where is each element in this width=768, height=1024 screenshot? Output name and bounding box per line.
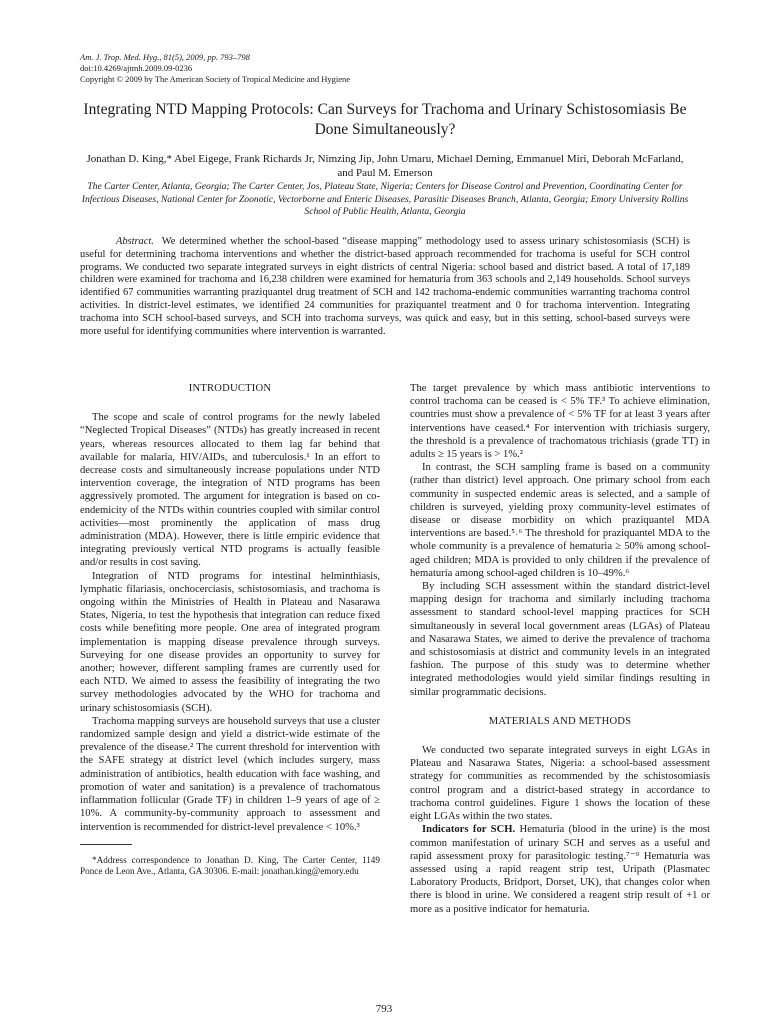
- paragraph: The target prevalence by which mass antibiotic interventions to control trachoma can be ceased is < 5% TF.³ To achieve elimination, countries must show a prevalence of < 5% TF for at least 3 years after interventions have ceased.⁴ For intervention with trichiasis surgery, the threshold is a prevalence of trachomatous trichiasis (grade TT) in adults ≥ 15 years is > 1%.²: [410, 383, 710, 461]
- paper-title: Integrating NTD Mapping Protocols: Can Surveys for Trachoma and Urinary Schistosomiasis Be Done Simultaneously?: [83, 101, 687, 138]
- abstract-text: We determined whether the school-based “disease mapping” methodology used to assess urinary schistosomiasis (SCH) is useful for determining trachoma interventions and whether the district-based approach recommended for trachoma is useful for SCH control programs. We conducted two separate integrated surveys in eight districts of central Nigeria: school based and district based. A total of 17,189 children were examined for trachoma and 16,238 children were examined for hematuria from 363 schools and 2,149 households. School surveys identified 67 communities warranting praziquantel drug treatment of SCH and 142 trachoma-endemic communities warranting trachoma control activities. In district-level estimates, we identified 24 communities for praziquantel treatment and 0 for trachoma intervention. Integrating trachoma into SCH school-based surveys, and SCH into trachoma surveys, was quick and easy, but in this setting, school-based surveys were more useful for identifying communities where intervention is warranted.: [80, 236, 690, 337]
- paragraph: By including SCH assessment within the standard district-level mapping design for trachoma and similarly including trachoma assessment to standard school-level mapping practices for SCH simultaneously in several local government areas (LGAs) of Plateau and Nasarawa States, we aimed to derive the prevalence of trachoma and schistosomiasis at district and community levels in an integrated fashion. The purpose of this study was to determine whether integrated methodologies would yield similar findings resulting in similar programmatic decisions.: [410, 581, 710, 698]
- author-list: Jonathan D. King,* Abel Eigege, Frank Richards Jr, Nimzing Jip, John Umaru, Michael Deming, Emmanuel Miri, Deborah McFarland, and Paul M. Emerson: [86, 153, 684, 179]
- paragraph: In contrast, the SCH sampling frame is based on a community (rather than district) level approach. One primary school from each community in suspected endemic areas is selected, and a sample of children is surveyed, yielding proxy community-level estimates of disease or disease morbidity on which praziquantel MDA interventions are based.⁵˒⁶ The threshold for praziquantel MDA to the whole community is a prevalence of hematuria ≥ 50% among school-aged children; MDA is provided to only children if the prevalence of hematuria among school-aged children is 10–49%.⁶: [410, 462, 710, 579]
- journal-meta: [80, 52, 350, 85]
- affiliations: The Carter Center, Atlanta, Georgia; The Carter Center, Jos, Plateau State, Nigeria; Centers for Disease Control and Prevention, Coordinating Center for Infectious Diseases, National Center for Zoonotic, Vectorborne and Enteric Diseases, Parasitic Diseases Branch, Atlanta, Georgia; Emory University Rollins School of Public Health, Atlanta, Georgia: [81, 181, 689, 217]
- paragraph: [410, 823, 710, 915]
- abstract-label: Abstract.: [116, 236, 154, 247]
- footnote-divider: [80, 844, 132, 845]
- paragraph: The scope and scale of control programs for the newly labeled “Neglected Tropical Diseases” (NTDs) has greatly increased in recent years, whereas resources allocated to them lag far behind that available for malaria, HIV/AIDs, and tuberculosis.¹ In an effort to decrease costs and simultaneously increase populations under NTD intervention coverage, the integration of NTD programs has been aggressively promoted. The argument for integration is based on co-endemicity of the NTDs within countries coupled with similar control activities—most prominently the application of mass drug administration (MDA). However, there is little empiric evidence that integrating previously vertical NTD programs is actually feasible and/or results in cost saving.: [80, 412, 380, 569]
- paragraph-text: Hematuria (blood in the urine) is the most common manifestation of urinary SCH and serves as a useful and rapid assessment proxy for parasitologic testing.⁷⁻⁹ Hematuria was assessed using a rapid reagent strip test, Uripath (Plasmatec Laboratory Products, Bridport, Dorset, UK), that changes color when there is blood in urine. We considered a reagent strip result of +1 or more as a positive indicator for hematuria.: [410, 824, 710, 915]
- subheading-indicators-sch: Indicators for SCH.: [422, 824, 516, 836]
- journal-citation: Am. J. Trop. Med. Hyg., 81(5), 2009, pp. 793–798: [80, 52, 250, 62]
- copyright: Copyright © 2009 by The American Society of Tropical Medicine and Hygiene: [80, 74, 350, 84]
- right-column: [410, 382, 710, 916]
- doi: doi:10.4269/ajtmh.2009.09-0236: [80, 63, 193, 73]
- paragraph: Trachoma mapping surveys are household surveys that use a cluster randomized sample design and yield a district-wide estimate of the prevalence of the disease.² The current threshold for intervention with the SAFE strategy at district level (which includes surgery, mass administration of antibiotics, health education with face washing, and promotion of water and sanitation) is a prevalence of trachomatous inflammation follicular (Grade TF) in children 1–9 years of age of ≥ 10%. A community-by-community approach to assessment and intervention is recommended for district-level prevalence < 10%.³: [80, 715, 380, 833]
- page-number: 793: [375, 1003, 393, 1015]
- paragraph: We conducted two separate integrated surveys in eight LGAs in Plateau and Nasarawa States, Nigeria: a school-based assessment strategy for communities as recommended by the schistosomiasis control program and a district-based strategy in accordance to trachoma control guidelines. Figure 1 shows the location of these eight LGAs within the two states.: [410, 745, 710, 823]
- section-heading-methods: MATERIALS AND METHODS: [488, 715, 632, 727]
- correspondence-footnote: *Address correspondence to Jonathan D. King, The Carter Center, 1149 Ponce de Leon Ave., Atlanta, GA 30306. E-mail: jonathan.king@emory.edu: [80, 854, 380, 877]
- abstract: [80, 236, 690, 338]
- left-column: [80, 380, 380, 878]
- paragraph: Integration of NTD programs for intestinal helminthiasis, lymphatic filariasis, onchocerciasis, schistosomiasis, and trachoma is ongoing within the Ministries of Health in Plateau and Nasarawa States, Nigeria, to test the hypothesis that integration can reduce fixed costs while benefiting more people. One area of integrated program implementation is mapping disease prevalence through surveys. Surveying for one disease provides an opportunity to survey for another; however, different sampling frames are currently used for each NTD. We aimed to assess the feasibility of integrating the two survey methodologies advocated by the WHO for trachoma and urinary schistosomiasis (SCH).: [80, 570, 380, 714]
- section-heading-introduction: INTRODUCTION: [188, 383, 272, 394]
